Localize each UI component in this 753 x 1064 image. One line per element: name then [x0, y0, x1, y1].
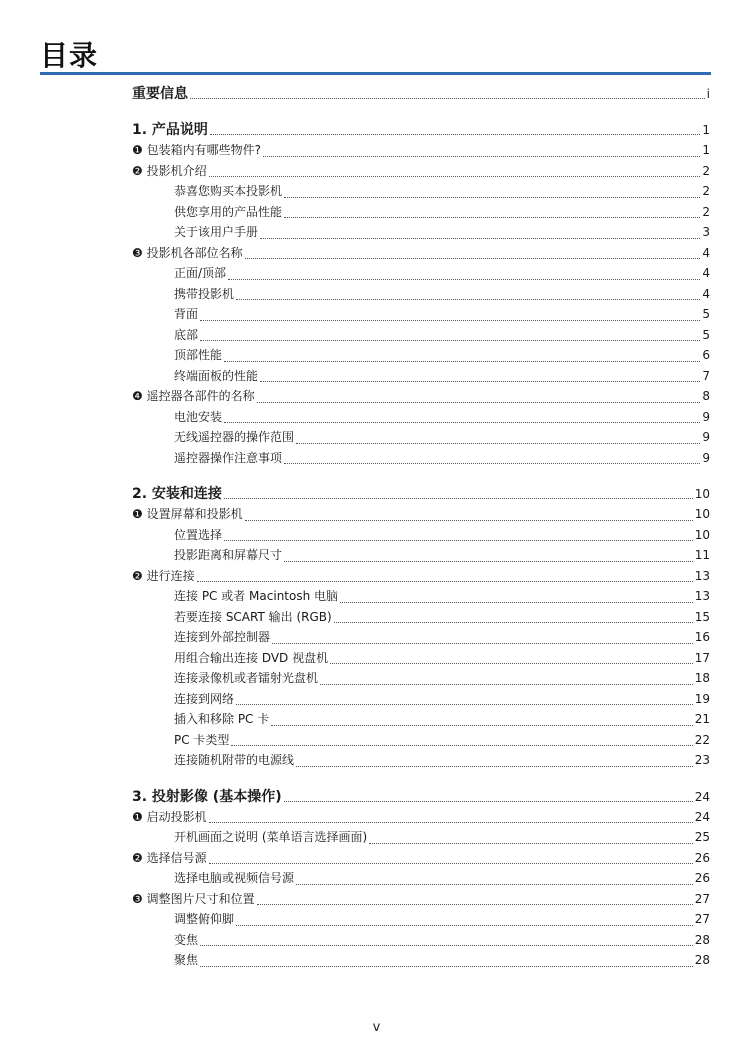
toc-entry-label: ❷ 进行连接 [132, 568, 195, 583]
dot-leader [209, 822, 693, 823]
toc-entry[interactable] [132, 244, 710, 265]
dot-leader [200, 320, 700, 321]
toc-entry-label: 遥控器操作注意事项 [174, 450, 283, 465]
toc-entry-label: 插入和移除 PC 卡 [174, 712, 270, 726]
toc-entry-page: 24 [694, 789, 710, 804]
toc-entry-label: 连接 PC 或者 Macintosh 电脑 [174, 589, 339, 603]
dot-leader [231, 745, 692, 746]
dot-leader [228, 279, 700, 280]
toc-entry[interactable] [132, 546, 710, 567]
toc-entry[interactable] [132, 869, 710, 890]
toc-entry-label: ❶ 设置屏幕和投影机 [132, 507, 243, 521]
toc-entry-page: 17 [694, 650, 710, 665]
toc-entry[interactable] [132, 141, 710, 162]
toc-entry-label: 投影距离和屏幕尺寸 [174, 548, 283, 562]
toc-entry-label: 电池安装 [174, 409, 223, 424]
toc-entry-page: 28 [694, 932, 710, 947]
toc-entry-label: 开机画面之说明 (菜单语言选择画面) [174, 830, 368, 844]
toc-entry-label: ❸ 调整图片尺寸和位置 [132, 891, 255, 906]
toc-chapter[interactable] [132, 786, 710, 808]
toc-entry[interactable] [132, 326, 710, 347]
toc-entry-label: 调整俯仰脚 [174, 912, 235, 926]
dot-leader [209, 176, 701, 177]
dot-leader [284, 197, 700, 198]
toc-entry-page: 9 [702, 430, 710, 444]
toc-entry-label: 关于该用户手册 [174, 225, 259, 239]
toc-entry-label: 连接随机附带的电源线 [174, 753, 295, 767]
dot-leader [284, 463, 700, 464]
toc-entry-page: i [706, 87, 710, 101]
toc-entry[interactable] [132, 649, 710, 670]
toc-entry[interactable] [132, 346, 710, 367]
toc-entry-label: ❷ 投影机介绍 [132, 163, 207, 178]
dot-leader [272, 643, 693, 644]
toc-entry-page: 1 [702, 123, 710, 137]
toc-entry-page: 5 [702, 307, 710, 321]
dot-leader [236, 299, 700, 300]
dot-leader [236, 925, 693, 926]
toc-entry-label: 背面 [174, 307, 199, 321]
page-title: 目录 [40, 39, 99, 72]
toc-chapter[interactable] [132, 83, 710, 105]
dot-leader [200, 966, 693, 967]
toc-entry-label: 携带投影机 [174, 286, 235, 301]
dot-leader [340, 602, 693, 603]
toc-entry[interactable] [132, 669, 710, 690]
toc-entry[interactable] [132, 526, 710, 547]
toc-entry-label: PC 卡类型 [174, 732, 230, 747]
toc-entry[interactable] [132, 751, 710, 772]
toc-entry[interactable] [132, 505, 710, 526]
dot-leader [236, 704, 693, 705]
toc-entry-label: 2. 安装和连接 [132, 486, 222, 502]
toc-entry[interactable] [132, 223, 710, 244]
toc-entry-page: 10 [694, 527, 710, 542]
toc-entry-page: 8 [702, 389, 710, 403]
toc-entry-label: 选择电脑或视频信号源 [174, 871, 295, 885]
dot-leader [224, 540, 693, 541]
dot-leader [190, 98, 705, 99]
toc-entry-page: 11 [694, 548, 710, 562]
toc-entry-page: 15 [694, 609, 710, 624]
toc-entry-label: 终端面板的性能 [174, 368, 259, 383]
toc-entry-label: 若要连接 SCART 输出 (RGB) [174, 609, 332, 624]
toc-entry-label: 位置选择 [174, 527, 223, 542]
toc-entry-page: 3 [702, 225, 710, 239]
toc-entry[interactable] [132, 203, 710, 224]
toc-entry-page: 21 [694, 712, 710, 726]
toc-entry-label: 供您享用的产品性能 [174, 204, 283, 219]
toc-entry[interactable] [132, 264, 710, 285]
toc-entry-page: 27 [694, 891, 710, 906]
toc-entry-page: 9 [702, 450, 710, 465]
toc-entry[interactable] [132, 628, 710, 649]
toc-entry-page: 2 [702, 184, 710, 198]
dot-leader [245, 258, 701, 259]
toc-entry-page: 13 [694, 589, 710, 603]
dot-leader [260, 381, 700, 382]
dot-leader [296, 766, 693, 767]
toc-entry-label: 重要信息 [132, 86, 188, 102]
dot-leader [271, 725, 692, 726]
toc-entry-page: 10 [694, 487, 710, 501]
toc-entry[interactable] [132, 808, 710, 829]
toc-entry-label: 变焦 [174, 932, 199, 947]
toc-entry-page: 1 [702, 143, 710, 157]
toc-entry[interactable] [132, 849, 710, 870]
toc-entry-page: 26 [694, 850, 710, 865]
toc-entry[interactable] [132, 305, 710, 326]
dot-leader [257, 402, 701, 403]
toc-entry-page: 16 [694, 630, 710, 644]
toc-entry[interactable] [132, 951, 710, 972]
toc-chapter[interactable] [132, 119, 710, 141]
toc-entry-page: 13 [694, 568, 710, 583]
toc-entry[interactable] [132, 408, 710, 429]
toc-entry[interactable] [132, 162, 710, 183]
toc-entry-label: ❷ 选择信号源 [132, 850, 207, 865]
dot-leader [224, 498, 693, 499]
toc-entry-label: 连接录像机或者镭射光盘机 [174, 671, 319, 685]
dot-leader [284, 801, 693, 802]
toc-entry-label: 正面/顶部 [174, 266, 227, 280]
toc-entry-page: 4 [702, 286, 710, 301]
table-of-contents [132, 83, 710, 972]
dot-leader [369, 843, 693, 844]
toc-entry[interactable] [132, 182, 710, 203]
toc-entry-page: 7 [702, 368, 710, 383]
toc-entry-page: 23 [694, 753, 710, 767]
toc-entry[interactable] [132, 910, 710, 931]
toc-entry-page: 9 [702, 409, 710, 424]
toc-entry[interactable] [132, 690, 710, 711]
toc-entry-page: 18 [694, 671, 710, 685]
dot-leader [284, 561, 693, 562]
toc-entry[interactable] [132, 428, 710, 449]
toc-entry-label: 聚焦 [174, 953, 199, 967]
dot-leader [296, 443, 700, 444]
toc-entry[interactable] [132, 890, 710, 911]
toc-entry[interactable] [132, 731, 710, 752]
toc-entry[interactable] [132, 449, 710, 470]
toc-entry[interactable] [132, 608, 710, 629]
toc-entry-page: 6 [702, 348, 710, 362]
toc-entry-page: 25 [694, 830, 710, 844]
toc-entry-page: 10 [694, 507, 710, 521]
toc-entry-label: ❸ 投影机各部位名称 [132, 245, 243, 260]
toc-entry[interactable] [132, 567, 710, 588]
toc-entry[interactable] [132, 285, 710, 306]
toc-entry-label: 恭喜您购买本投影机 [174, 184, 283, 198]
toc-entry-label: 底部 [174, 327, 199, 342]
toc-entry-label: 无线遥控器的操作范围 [174, 430, 295, 444]
toc-entry-page: 4 [702, 245, 710, 260]
toc-entry[interactable] [132, 367, 710, 388]
dot-leader [260, 238, 700, 239]
title-rule [40, 72, 711, 75]
toc-entry-page: 27 [694, 912, 710, 926]
toc-entry-page: 2 [702, 204, 710, 219]
dot-leader [284, 217, 700, 218]
dot-leader [200, 340, 700, 341]
toc-entry-label: ❶ 启动投影机 [132, 809, 207, 824]
toc-entry-page: 2 [702, 163, 710, 178]
toc-entry[interactable] [132, 931, 710, 952]
toc-entry[interactable] [132, 587, 710, 608]
dot-leader [197, 581, 693, 582]
dot-leader [330, 663, 693, 664]
dot-leader [224, 361, 700, 362]
dot-leader [200, 945, 693, 946]
toc-entry[interactable] [132, 710, 710, 731]
toc-entry-page: 22 [694, 732, 710, 747]
dot-leader [245, 520, 693, 521]
toc-entry-page: 28 [694, 953, 710, 967]
toc-entry-page: 26 [694, 871, 710, 885]
toc-entry-page: 4 [702, 266, 710, 280]
toc-entry-label: 3. 投射影像 (基本操作) [132, 788, 282, 805]
dot-leader [296, 884, 693, 885]
toc-entry-label: 顶部性能 [174, 348, 223, 362]
dot-leader [320, 684, 693, 685]
dot-leader [210, 134, 700, 135]
toc-entry-page: 19 [694, 691, 710, 706]
toc-entry-label: 1. 产品说明 [132, 122, 208, 138]
toc-entry-page: 5 [702, 327, 710, 342]
dot-leader [263, 156, 700, 157]
dot-leader [224, 422, 700, 423]
dot-leader [334, 622, 693, 623]
page-number: v [372, 1020, 381, 1035]
toc-entry[interactable] [132, 387, 710, 408]
toc-chapter[interactable] [132, 483, 710, 505]
toc-entry[interactable] [132, 828, 710, 849]
dot-leader [257, 904, 693, 905]
toc-entry-label: 连接到网络 [174, 691, 235, 706]
toc-entry-label: 连接到外部控制器 [174, 630, 271, 644]
toc-entry-label: 用组合输出连接 DVD 视盘机 [174, 650, 329, 665]
toc-entry-page: 24 [694, 809, 710, 824]
dot-leader [209, 863, 693, 864]
toc-entry-label: ❹ 遥控器各部件的名称 [132, 389, 255, 403]
toc-entry-label: ❶ 包装箱内有哪些物件? [132, 143, 261, 157]
